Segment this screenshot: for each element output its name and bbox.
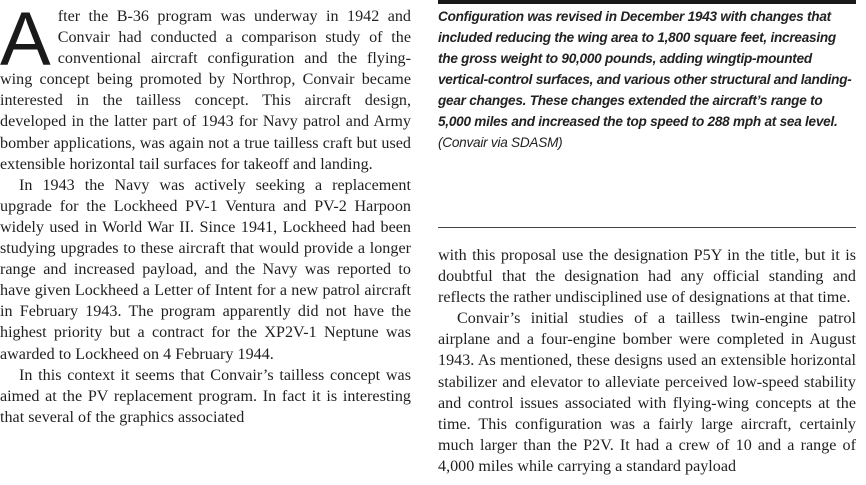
paragraph-4: Convair’s initial studies of a tailless twin-engine patrol airplane and a four-engine bomber were completed in August 1943. As mentioned, these designs used an extensible horizontal stabilizer and elevator to alleviate perceived low-speed stability and control issues associated with flying-wing concepts at the time. This configuration was a fairly large aircraft, certainly much larger than the P2V. It had a crew of 10 and a range of 4,000 miles while carrying a standard payload [438,310,856,475]
paragraph-continued: with this proposal use the designation P5Y in the title, but it is doubtful that the designation had any official standing and reflects the rather undisciplined use of designations at that time. [438,247,856,307]
paragraph-1 [0,0,411,175]
paragraph-2: In 1943 the Navy was actively seeking a replacement upgrade for the Lockheed PV-1 Ventura and PV-2 Harpoon widely used in World War II. Since 1941, Lockheed had been studying upgrades to these aircraft that would provide a longer range and increased payload, and the Navy was reported to have given Lockheed a Letter of Intent for a new patrol aircraft in February 1943. The program apparently did not have the highest priority but a contract for the XP2V-1 Neptune was awarded to Lockheed on 4 February 1944. [0,176,411,363]
caption-top-rule [438,0,856,4]
caption-text: Configuration was revised in December 1943 with changes that included reducing the wing area to 1,800 square feet, increasing the gross weight to 90,000 pounds, adding wingtip-mounted vertical-control surfaces, and various other structural and landing-gear changes. These changes extended the aircraft’s range to 5,000 miles and increased the top speed to 288 mph at sea level. [438,9,852,129]
caption-credit: (Convair via SDASM) [438,135,563,150]
paragraph-1-text: fter the B-36 program was underway in 1942 and Convair had conducted a comparison study of the conventional aircraft configuration and the flying-wing concept being promoted by Northrop, Convair became interested in the tailless concept. This aircraft design, developed in the latter part of 1943 for Navy patrol and Army bomber applications, was again not a true tailless craft but used extensible horizontal tail surfaces for takeoff and landing. [0,8,411,173]
figure-caption [438,6,858,153]
drop-cap: A [0,0,51,82]
caption-bottom-rule [438,227,856,228]
paragraph-3: In this context it seems that Convair’s tailless concept was aimed at the PV replacement program. In fact it is interesting that several of the graphics associated [0,366,411,426]
left-column [0,0,411,428]
right-column-body [438,245,856,477]
